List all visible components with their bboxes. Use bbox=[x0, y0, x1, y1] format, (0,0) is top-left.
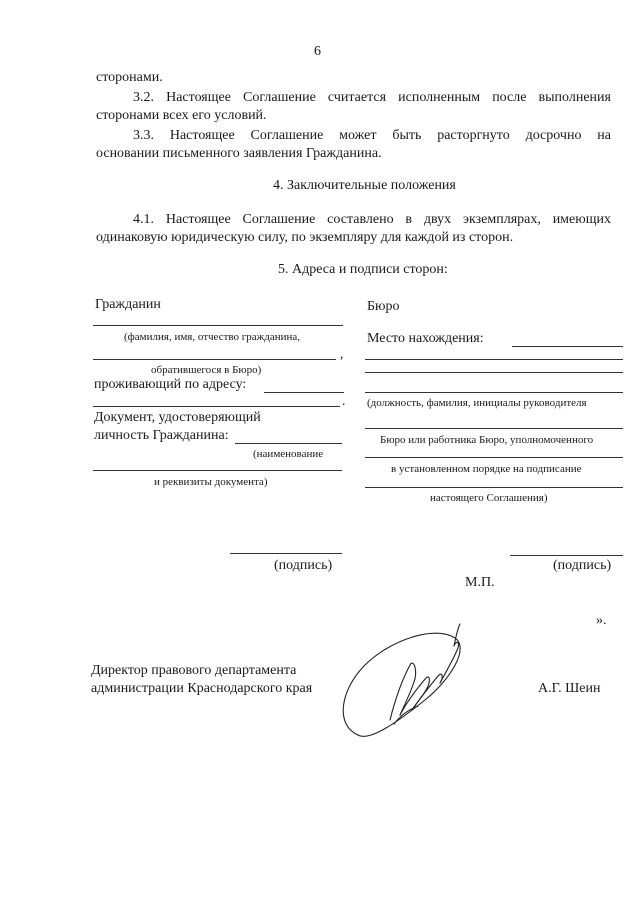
director-title-line2: администрации Краснодарского края bbox=[91, 681, 313, 696]
paragraph-3-2-line2: сторонами всех его условий. bbox=[96, 108, 267, 123]
bureau-heading: Бюро bbox=[367, 299, 400, 314]
position-line-3 bbox=[365, 457, 623, 458]
paragraph-4-1-line2: одинаковую юридическую силу, по экземпляру для каждой из сторон. bbox=[96, 230, 514, 245]
position-line-4 bbox=[365, 487, 623, 488]
document-line bbox=[235, 443, 342, 444]
position-line-2 bbox=[365, 428, 623, 429]
citizen-signature-line bbox=[230, 553, 342, 554]
caption-position: (должность, фамилия, инициалы руководителя bbox=[367, 397, 587, 409]
bureau-signature-line bbox=[510, 555, 623, 556]
fio-line-2 bbox=[93, 359, 336, 360]
paragraph-3-3-line2: основании письменного заявления Гражданина. bbox=[96, 146, 382, 161]
doc-label-1: Документ, удостоверяющий bbox=[94, 410, 261, 425]
paragraph-3-2-line1: 3.2. Настоящее Соглашение считается исполненным после выполнения bbox=[133, 90, 611, 105]
closing-quote: ». bbox=[596, 613, 607, 628]
handwritten-signature bbox=[330, 620, 490, 750]
citizen-signature-caption: (подпись) bbox=[274, 558, 333, 573]
stamp-place-label: М.П. bbox=[465, 575, 495, 590]
doc-label-2: личность Гражданина: bbox=[94, 428, 229, 443]
comma: , bbox=[340, 346, 344, 361]
address-line-2 bbox=[93, 406, 340, 407]
caption-bureau-line3: в установленном порядке на подписание bbox=[391, 463, 582, 475]
citizen-heading: Гражданин bbox=[95, 297, 161, 312]
address-line bbox=[264, 392, 344, 393]
caption-bureau-line4: настоящего Соглашения) bbox=[430, 492, 548, 504]
paragraph-4-1-line1: 4.1. Настоящее Соглашение составлено в двух экземплярах, имеющих bbox=[133, 212, 611, 227]
fio-line bbox=[93, 325, 343, 326]
location-line-2 bbox=[365, 359, 623, 360]
paragraph-3-3-line1: 3.3. Настоящее Соглашение может быть расторгнуто досрочно на bbox=[133, 128, 611, 143]
caption-details: и реквизиты документа) bbox=[154, 476, 268, 488]
location-line bbox=[512, 346, 623, 347]
position-line bbox=[365, 392, 623, 393]
caption-bureau-line2: Бюро или работника Бюро, уполномоченного bbox=[380, 434, 594, 446]
document-line-2 bbox=[93, 470, 342, 471]
caption-fio: (фамилия, имя, отчество гражданина, bbox=[124, 331, 301, 343]
residing-label: проживающий по адресу: bbox=[94, 377, 247, 392]
bureau-signature-caption: (подпись) bbox=[553, 558, 612, 573]
text-line: сторонами. bbox=[96, 70, 163, 85]
dot: . bbox=[342, 393, 346, 408]
page-number: 6 bbox=[314, 44, 321, 59]
section-5-title: 5. Адреса и подписи сторон: bbox=[278, 262, 448, 277]
location-line-3 bbox=[365, 372, 623, 373]
director-title-line1: Директор правового департамента bbox=[91, 663, 297, 678]
caption-applied: обратившегося в Бюро) bbox=[151, 364, 262, 376]
location-label: Место нахождения: bbox=[367, 331, 484, 346]
caption-name: (наименование bbox=[253, 448, 324, 460]
director-name: А.Г. Шеин bbox=[538, 681, 601, 696]
section-4-title: 4. Заключительные положения bbox=[273, 178, 456, 193]
